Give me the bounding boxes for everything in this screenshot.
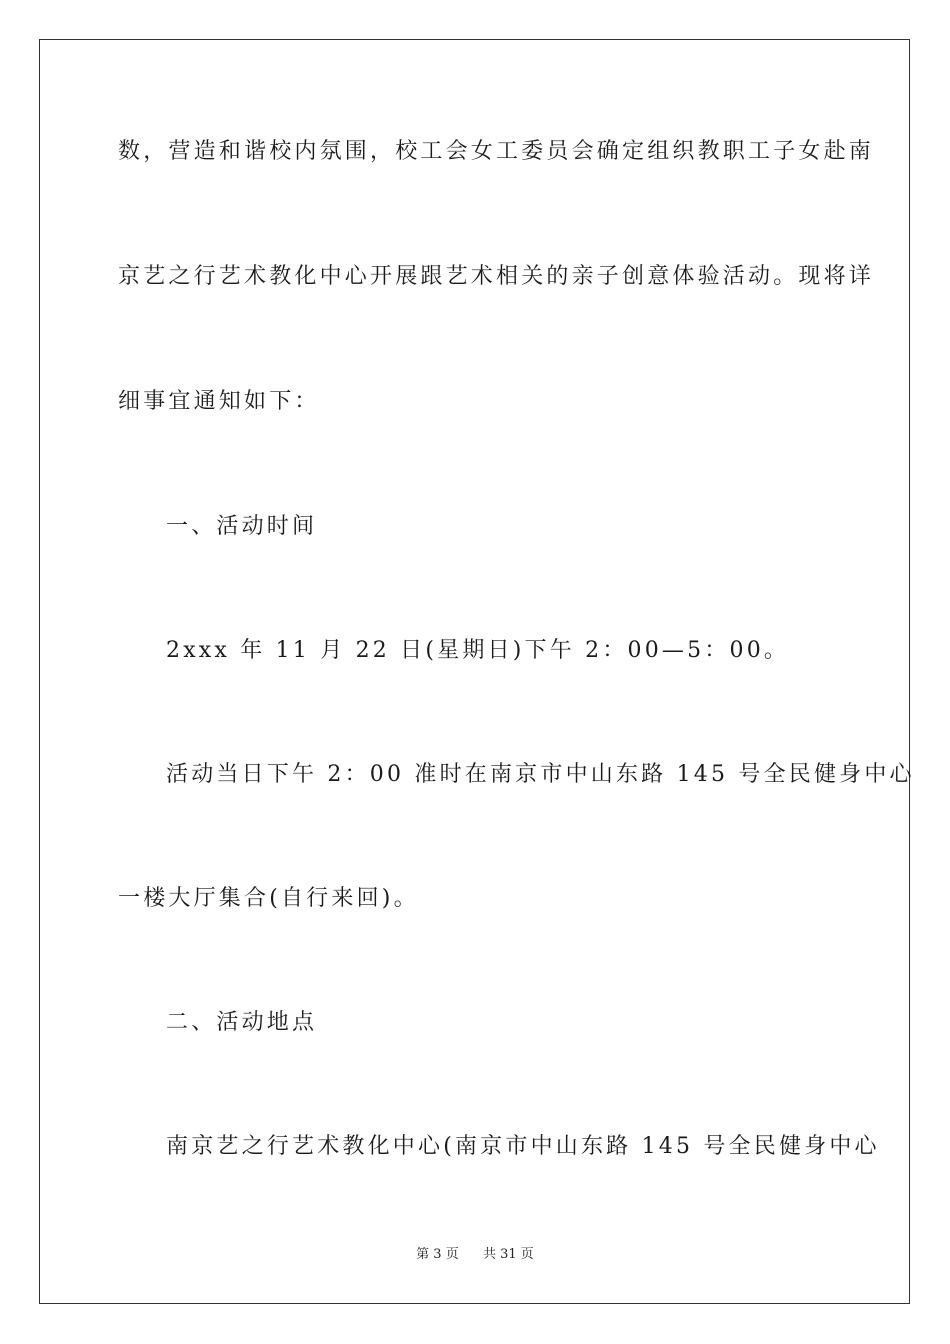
paragraph-line-3: 细事宜通知如下： [118,389,320,414]
paragraph-line-2: 京艺之行艺术教化中心开展跟艺术相关的亲子创意体验活动。现将详 [118,264,875,289]
meeting-point-continuation: 一楼大厅集合(自行来回)。 [118,886,419,911]
page-footer [0,1245,950,1265]
total-pages: 共 31 页 [483,1247,534,1262]
page-border [39,39,910,1304]
location-line: 南京艺之行艺术教化中心(南京市中山东路 145 号全民健身中心 [166,1134,880,1159]
section-heading-location: 二、活动地点 [166,1010,318,1035]
paragraph-line-1: 数，营造和谐校内氛围，校工会女工委员会确定组织教职工子女赴南 [118,139,875,164]
page-number: 第 3 页 [416,1247,459,1262]
meeting-point-line: 活动当日下午 2：00 准时在南京市中山东路 145 号全民健身中心 [166,762,915,787]
section-heading-time: 一、活动时间 [166,514,318,539]
activity-date-line: 2xxx 年 11 月 22 日(星期日)下午 2：00—5：00。 [166,638,790,663]
